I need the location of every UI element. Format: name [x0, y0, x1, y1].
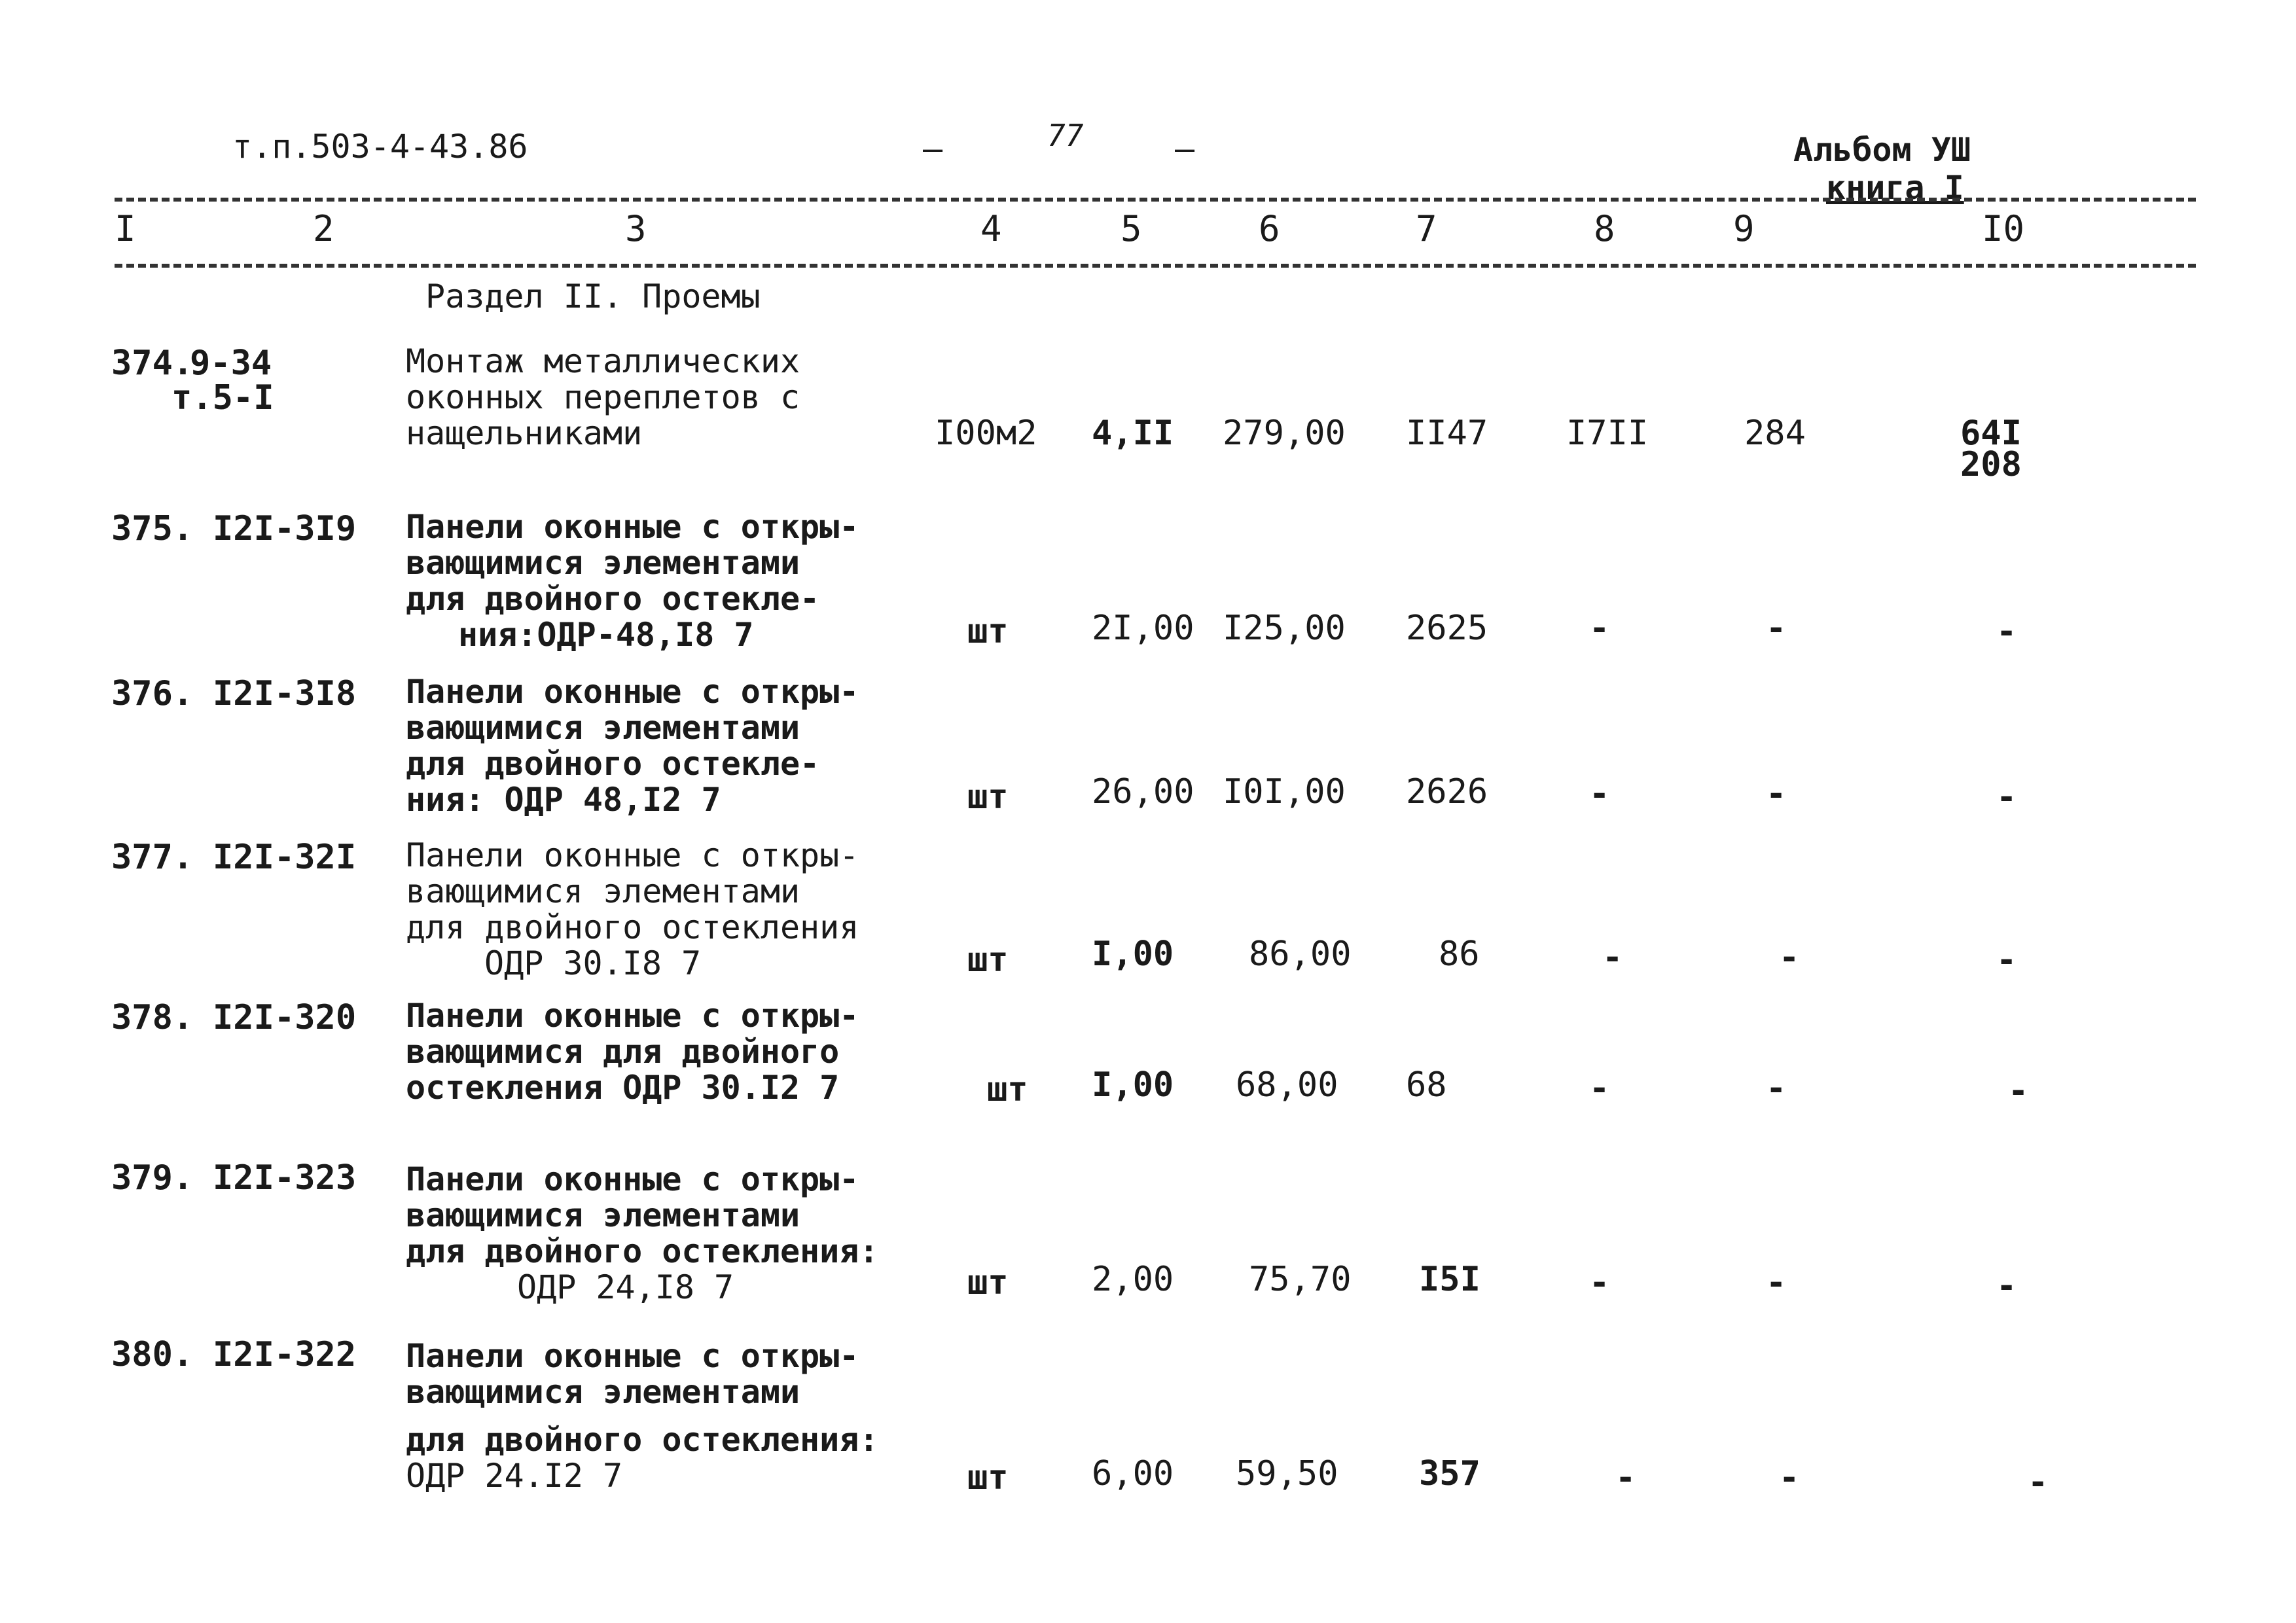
description-line: вающимися элементами [406, 709, 800, 747]
column-10-cell: - [1996, 1266, 2017, 1306]
row-number: 378. [111, 998, 194, 1037]
unit-cell: I00м2 [935, 414, 1037, 453]
total-cell: 2626 [1406, 772, 1488, 812]
top-rule [115, 198, 2196, 202]
column-9-cell: - [1779, 1458, 1800, 1497]
price-cell: I0I,00 [1223, 772, 1346, 812]
price-cell: 279,00 [1223, 414, 1346, 453]
column-10-cell: - [1996, 940, 2017, 980]
description-line: Панели оконные с откры- [406, 836, 859, 874]
column-10-cell: - [1996, 777, 2017, 817]
total-cell: 86 [1439, 935, 1480, 974]
price-cell: 75,70 [1249, 1260, 1352, 1299]
column-number: 3 [625, 208, 647, 249]
quantity-cell: I,00 [1092, 935, 1174, 974]
quantity-cell: 6,00 [1092, 1454, 1174, 1493]
total-cell: II47 [1406, 414, 1488, 453]
description-line: ния:ОДР-48,I8 7 [458, 616, 754, 654]
album-label: Альбом УШ [1793, 131, 1971, 169]
header-dash-left: – [923, 130, 943, 168]
unit-cell: шт [967, 777, 1009, 817]
unit-cell: шт [987, 1070, 1028, 1109]
description-line: Панели оконные с откры- [406, 997, 859, 1035]
description-line: вающимися элементами [406, 872, 800, 910]
header-bottom-rule [115, 264, 2196, 268]
row-number: 376. [111, 674, 194, 713]
row-description [406, 509, 859, 653]
column-8-cell: - [1615, 1458, 1636, 1497]
column-8-cell: - [1589, 609, 1610, 648]
description-line: Панели оконные с откры- [406, 1337, 859, 1375]
section-title: Раздел II. Проемы [425, 277, 761, 315]
description-line: для двойного остекления: [406, 1232, 879, 1270]
row-code: I2I-323 [213, 1158, 357, 1198]
column-number: 8 [1594, 208, 1615, 249]
book-label: книга I [1826, 169, 1964, 207]
description-line: для двойного остекле- [406, 580, 820, 618]
unit-cell: шт [967, 612, 1009, 651]
column-8-cell: - [1589, 1263, 1610, 1302]
column-number: 6 [1259, 208, 1280, 249]
price-cell: 68,00 [1236, 1065, 1338, 1105]
description-line: вающимися элементами [406, 544, 800, 582]
column-9-cell: - [1766, 1263, 1787, 1302]
row-code: I2I-3I8 [213, 674, 357, 713]
column-number: 7 [1416, 208, 1437, 249]
description-line: вающимися элементами [406, 1196, 800, 1234]
description-line: Панели оконные с откры- [406, 673, 859, 711]
row-number: 375. [111, 509, 194, 548]
description-line: для двойного остекле- [406, 745, 820, 783]
row-description [406, 998, 859, 1106]
row-code: I2I-322 [213, 1335, 357, 1374]
document-code: т.п.503-4-43.86 [232, 128, 528, 166]
row-code-secondary: т.5-I [171, 378, 274, 418]
price-cell: 86,00 [1249, 935, 1352, 974]
row-number: 377. [111, 838, 194, 877]
quantity-cell: 26,00 [1092, 772, 1194, 812]
unit-cell: шт [967, 1263, 1009, 1302]
description-line: оконных переплетов с [406, 378, 800, 416]
column-9-cell: - [1766, 1069, 1787, 1108]
column-number: 5 [1121, 208, 1142, 249]
column-10-cell: - [2008, 1071, 2029, 1111]
column-9-cell: - [1766, 609, 1787, 648]
column-9-cell: - [1766, 774, 1787, 813]
column-8-cell: - [1589, 1069, 1610, 1108]
total-cell: 68 [1406, 1065, 1447, 1105]
description-line: нащельниками [406, 414, 643, 452]
row-code: I2I-320 [213, 998, 357, 1037]
description-line: ОДР 30.I8 7 [484, 944, 702, 982]
column-10-cell: - [2028, 1463, 2049, 1502]
total-cell: 357 [1419, 1454, 1480, 1493]
price-cell: 59,50 [1236, 1454, 1338, 1493]
column-10-cell: 64I [1960, 414, 2022, 453]
quantity-cell: 2,00 [1092, 1260, 1174, 1299]
column-number: 4 [980, 208, 1002, 249]
description-line: ОДР 24.I2 7 [406, 1457, 623, 1495]
column-10-cell-secondary: 208 [1960, 445, 2022, 484]
row-number: 380. [111, 1335, 194, 1374]
description-line: остекления ОДР 30.I2 7 [406, 1069, 840, 1107]
column-9-cell: 284 [1744, 414, 1806, 453]
row-code: 9-34 [190, 344, 272, 383]
description-line: Монтаж металлических [406, 342, 800, 380]
column-number: 9 [1733, 208, 1755, 249]
column-8-cell: I7II [1566, 414, 1649, 453]
column-10-cell: - [1996, 612, 2017, 651]
row-number: 374. [111, 344, 194, 383]
unit-cell: шт [967, 940, 1009, 980]
row-description [406, 1162, 878, 1306]
description-line: вающимися элементами [406, 1373, 800, 1411]
description-line: для двойного остекления [406, 908, 859, 946]
header-dash-right: – [1175, 130, 1195, 168]
row-description [406, 344, 800, 452]
row-description [406, 1338, 878, 1494]
description-line: для двойного остекления: [406, 1421, 879, 1459]
description-line: Панели оконные с откры- [406, 508, 859, 546]
description-line: ОДР 24,I8 7 [517, 1268, 734, 1306]
description-line: вающимися для двойного [406, 1033, 840, 1071]
total-cell: I5I [1419, 1260, 1480, 1299]
column-9-cell: - [1779, 938, 1800, 977]
column-8-cell: - [1589, 774, 1610, 813]
page-number: 77 [1047, 118, 1084, 153]
description-line: ния: ОДР 48,I2 7 [406, 781, 721, 819]
column-number: I0 [1982, 208, 2025, 249]
price-cell: I25,00 [1223, 609, 1346, 648]
column-number: 2 [313, 208, 334, 249]
quantity-cell: 4,II [1092, 414, 1174, 453]
quantity-cell: I,00 [1092, 1065, 1174, 1105]
description-line: Панели оконные с откры- [406, 1160, 859, 1198]
column-number: I [115, 208, 136, 249]
unit-cell: шт [967, 1458, 1009, 1497]
row-description [406, 674, 859, 818]
row-number: 379. [111, 1158, 194, 1198]
row-description [406, 838, 859, 982]
total-cell: 2625 [1406, 609, 1488, 648]
row-code: I2I-32I [213, 838, 357, 877]
row-code: I2I-3I9 [213, 509, 357, 548]
column-8-cell: - [1602, 938, 1623, 977]
quantity-cell: 2I,00 [1092, 609, 1194, 648]
